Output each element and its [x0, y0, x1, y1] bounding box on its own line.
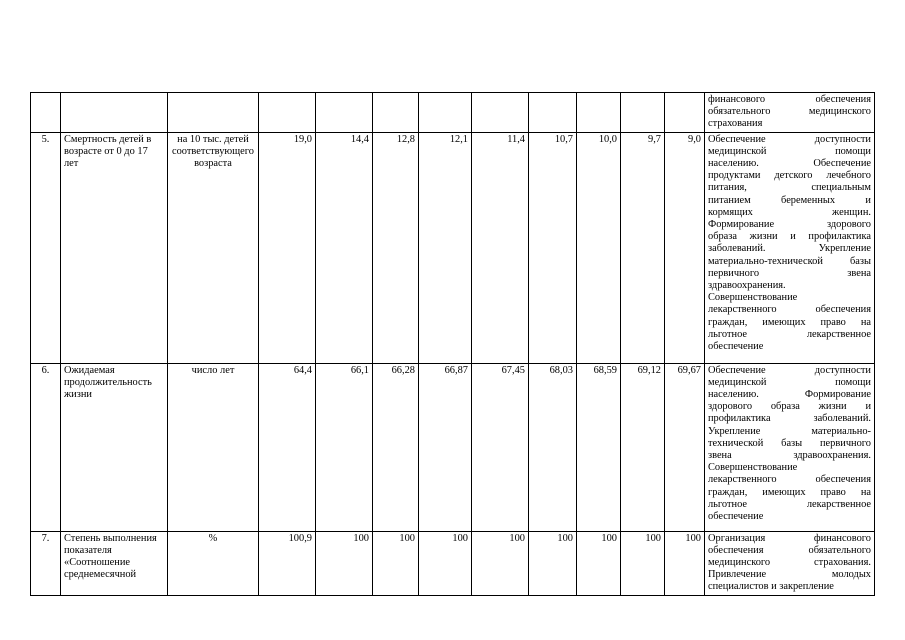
- measures-line: лекарственного обеспечения: [708, 304, 871, 316]
- unit-cell: %: [168, 531, 259, 595]
- measures-line: обеспечение: [708, 511, 764, 523]
- measures-line: Привлечение молодых: [708, 569, 871, 581]
- unit-cell: число лет: [168, 363, 259, 531]
- measures-line: Укрепление материально-: [708, 425, 871, 437]
- indicator-name-cell: Смертность детей в возрасте от 0 до 17 лет: [61, 132, 168, 363]
- value-cell: 68,59: [577, 363, 621, 531]
- table-row: [31, 93, 875, 133]
- value-cell: [665, 93, 705, 133]
- measures-line: питанием беременных и: [708, 194, 871, 206]
- measures-line: обязательного медицинского: [708, 106, 871, 118]
- table-row: [31, 363, 875, 531]
- measures-line: здорового образа жизни и: [708, 401, 871, 413]
- measures-line: обеспечение: [708, 341, 764, 353]
- value-cell: 67,45: [472, 363, 529, 531]
- measures-line: Совершенствование: [708, 462, 798, 474]
- value-cell: [529, 93, 577, 133]
- measures-line: финансового обеспечения: [708, 94, 871, 105]
- value-cell: 10,7: [529, 132, 577, 363]
- unit-cell: [168, 93, 259, 133]
- value-cell: 14,4: [316, 132, 373, 363]
- measures-line: Формирование здорового: [708, 219, 871, 231]
- measures-line: лекарственного обеспечения: [708, 474, 871, 486]
- measures-line: материально-технической базы: [708, 255, 871, 267]
- value-cell: [472, 93, 529, 133]
- value-cell: [577, 93, 621, 133]
- measures-line: льготное лекарственное: [708, 498, 871, 510]
- measures-line: обеспечения обязательного: [708, 544, 871, 556]
- measures-line: медицинской помощи: [708, 145, 871, 157]
- value-cell: 9,0: [665, 132, 705, 363]
- measures-line: питания, специальным: [708, 182, 871, 194]
- value-cell: 100: [621, 531, 665, 595]
- indicator-name-cell: Степень выполнения показателя «Соотношение среднемесячной: [61, 531, 168, 595]
- row-number-cell: 6.: [31, 363, 61, 531]
- value-cell: 100: [665, 531, 705, 595]
- value-cell: 66,1: [316, 363, 373, 531]
- value-cell: [419, 93, 472, 133]
- value-cell: 100: [529, 531, 577, 595]
- value-cell: 64,4: [259, 363, 316, 531]
- measures-cell: [705, 531, 875, 595]
- value-cell: 69,67: [665, 363, 705, 531]
- row-number-cell: 5.: [31, 132, 61, 363]
- measures-line: профилактика заболеваний.: [708, 413, 871, 425]
- measures-line: образа жизни и профилактика: [708, 231, 871, 243]
- table-body: [31, 93, 875, 596]
- value-cell: 69,12: [621, 363, 665, 531]
- measures-line: заболеваний. Укрепление: [708, 243, 871, 255]
- value-cell: 66,28: [373, 363, 419, 531]
- value-cell: 100: [577, 531, 621, 595]
- value-cell: 68,03: [529, 363, 577, 531]
- value-cell: [259, 93, 316, 133]
- measures-line: технической базы первичного: [708, 437, 871, 449]
- measures-line: страхования: [708, 118, 763, 130]
- row-number-cell: [31, 93, 61, 133]
- measures-line: Обеспечение доступности: [708, 364, 871, 376]
- value-cell: 12,1: [419, 132, 472, 363]
- value-cell: 100: [373, 531, 419, 595]
- measures-cell: [705, 93, 875, 133]
- value-cell: 100,9: [259, 531, 316, 595]
- value-cell: 9,7: [621, 132, 665, 363]
- measures-line: Организация финансового: [708, 532, 871, 544]
- measures-line: медицинского страхования.: [708, 557, 871, 569]
- value-cell: 11,4: [472, 132, 529, 363]
- measures-cell: [705, 132, 875, 363]
- measures-line: специалистов и закрепление: [708, 581, 834, 593]
- measures-line: звена здравоохранения.: [708, 450, 871, 462]
- measures-line: граждан, имеющих право на: [708, 316, 871, 328]
- measures-line: граждан, имеющих право на: [708, 486, 871, 498]
- measures-line: кормящих женщин.: [708, 206, 871, 218]
- table-row: [31, 132, 875, 363]
- unit-cell: на 10 тыс. детей соответствующего возраста: [168, 132, 259, 363]
- measures-line: льготное лекарственное: [708, 328, 871, 340]
- measures-line: продуктами детского лечебного: [708, 170, 871, 182]
- value-cell: [621, 93, 665, 133]
- value-cell: 100: [472, 531, 529, 595]
- measures-line: Совершенствование: [708, 292, 798, 304]
- value-cell: 10,0: [577, 132, 621, 363]
- value-cell: [316, 93, 373, 133]
- table-row: [31, 531, 875, 595]
- measures-cell: [705, 363, 875, 531]
- value-cell: 100: [316, 531, 373, 595]
- indicator-name-cell: [61, 93, 168, 133]
- value-cell: 19,0: [259, 132, 316, 363]
- value-cell: 100: [419, 531, 472, 595]
- value-cell: [373, 93, 419, 133]
- value-cell: 66,87: [419, 363, 472, 531]
- indicator-name-cell: Ожидаемая продолжительность жизни: [61, 363, 168, 531]
- measures-line: первичного звена: [708, 267, 871, 279]
- measures-line: здравоохранения.: [708, 280, 786, 292]
- measures-line: медицинской помощи: [708, 376, 871, 388]
- measures-line: населению. Формирование: [708, 389, 871, 401]
- value-cell: 12,8: [373, 132, 419, 363]
- measures-line: Обеспечение доступности: [708, 133, 871, 145]
- measures-line: населению. Обеспечение: [708, 158, 871, 170]
- row-number-cell: 7.: [31, 531, 61, 595]
- indicators-table: [30, 92, 875, 596]
